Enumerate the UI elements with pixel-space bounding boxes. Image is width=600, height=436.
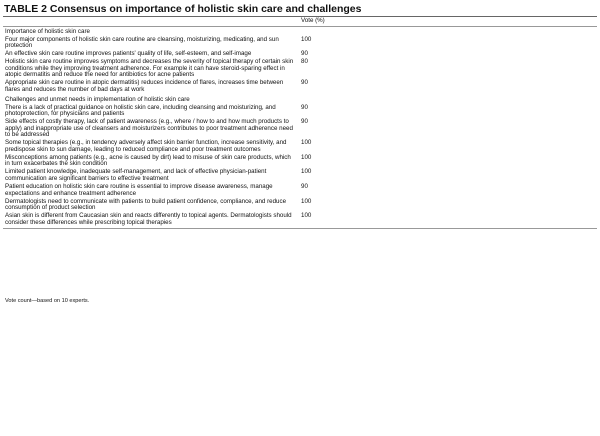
statement-cell: Limited patient knowledge, inadequate self-management, and lack of effective physician-patient communication are significant barriers to effective treatment bbox=[5, 168, 267, 182]
table-header-row bbox=[3, 17, 597, 27]
vote-cell: 90 bbox=[301, 118, 308, 126]
vote-cell: 100 bbox=[299, 213, 597, 228]
section-heading: Challenges and unmet needs in implementation of holistic skin care bbox=[5, 95, 190, 103]
table-row bbox=[3, 59, 597, 80]
table-row bbox=[3, 80, 597, 95]
vote-cell: 90 bbox=[301, 79, 308, 87]
statement-cell: There is a lack of practical guidance on holistic skin care, including cleansing and moisturizing, and photoprotection, for physicians and patients bbox=[5, 103, 276, 118]
table-title: TABLE 2 Consensus on importance of holistic skin care and challenges bbox=[4, 3, 362, 15]
consensus-table bbox=[3, 16, 597, 229]
header-statement bbox=[3, 17, 299, 27]
vote-cell: 90 bbox=[301, 103, 308, 111]
table-row bbox=[3, 140, 597, 155]
statement-cell: Holistic skin care routine improves symptoms and decreases the severity of topical therapy of certain skin conditions while they improving treatment adherence. For example it can have steroid-sparing effect in atopic dermatitis and reduce the need for antibiotics for acne patients bbox=[5, 58, 294, 79]
table-row bbox=[3, 169, 597, 184]
vote-cell: 100 bbox=[301, 35, 312, 43]
table-row bbox=[3, 184, 597, 199]
statement-cell: Asian skin is different from Caucasian skin and reacts differently to topical agents. Dermatologists should consider these differences while prescribing topical therapies bbox=[3, 213, 299, 228]
section-heading: Importance of holistic skin care bbox=[5, 28, 90, 35]
statement-cell: Appropriate skin care routine in atopic dermatitis) reduces incidence of flares, increases time between flares and reduces the number of bad days at work bbox=[5, 79, 284, 93]
vote-cell: 100 bbox=[301, 168, 312, 176]
header-vote: Vote (%) bbox=[299, 17, 597, 27]
vote-cell: 90 bbox=[301, 182, 308, 190]
table-row bbox=[3, 105, 597, 120]
vote-cell: 100 bbox=[301, 197, 312, 205]
statement-cell: Four major components of holistic skin care routine are cleansing, moisturizing, medicating, and sun protection bbox=[5, 35, 279, 50]
vote-cell: 90 bbox=[301, 50, 308, 58]
vote-cell: 100 bbox=[301, 139, 312, 147]
table-row bbox=[3, 213, 597, 228]
statement-cell: Some topical therapies (e.g., in tendency adversely affect skin barrier function, increase sensitivity, and predispose skin to sun damage, leading to reduced compliance and poor treatment outcomes bbox=[5, 139, 287, 153]
table-footnote: Vote count—based on 10 experts. bbox=[5, 298, 90, 304]
table-row bbox=[3, 37, 597, 52]
table-row bbox=[3, 199, 597, 214]
table-row bbox=[3, 119, 597, 140]
table-row bbox=[3, 155, 597, 170]
statement-cell: Side effects of costly therapy, lack of patient awareness (e.g., where / how to and how much products to apply) and inappropriate use of cleansers and moisturizers contributes to poor treatment adherence need to be addressed bbox=[5, 118, 293, 139]
vote-cell: 80 bbox=[301, 58, 308, 66]
statement-cell: Misconceptions among patients (e.g., acne is caused by dirt) lead to misuse of skin care products, which in turn exacerbates the skin condition bbox=[5, 153, 291, 168]
statement-cell: An effective skin care routine improves patients' quality of life, self-esteem, and self-image bbox=[5, 50, 252, 58]
statement-cell: Patient education on holistic skin care routine is essential to improve disease awareness, manage expectations and enhance treatment adherence bbox=[5, 182, 273, 197]
vote-cell: 100 bbox=[301, 153, 312, 161]
statement-cell: Dermatologists need to communicate with patients to build patient confidence, compliance, and reduce consumption of product selection bbox=[5, 197, 287, 212]
